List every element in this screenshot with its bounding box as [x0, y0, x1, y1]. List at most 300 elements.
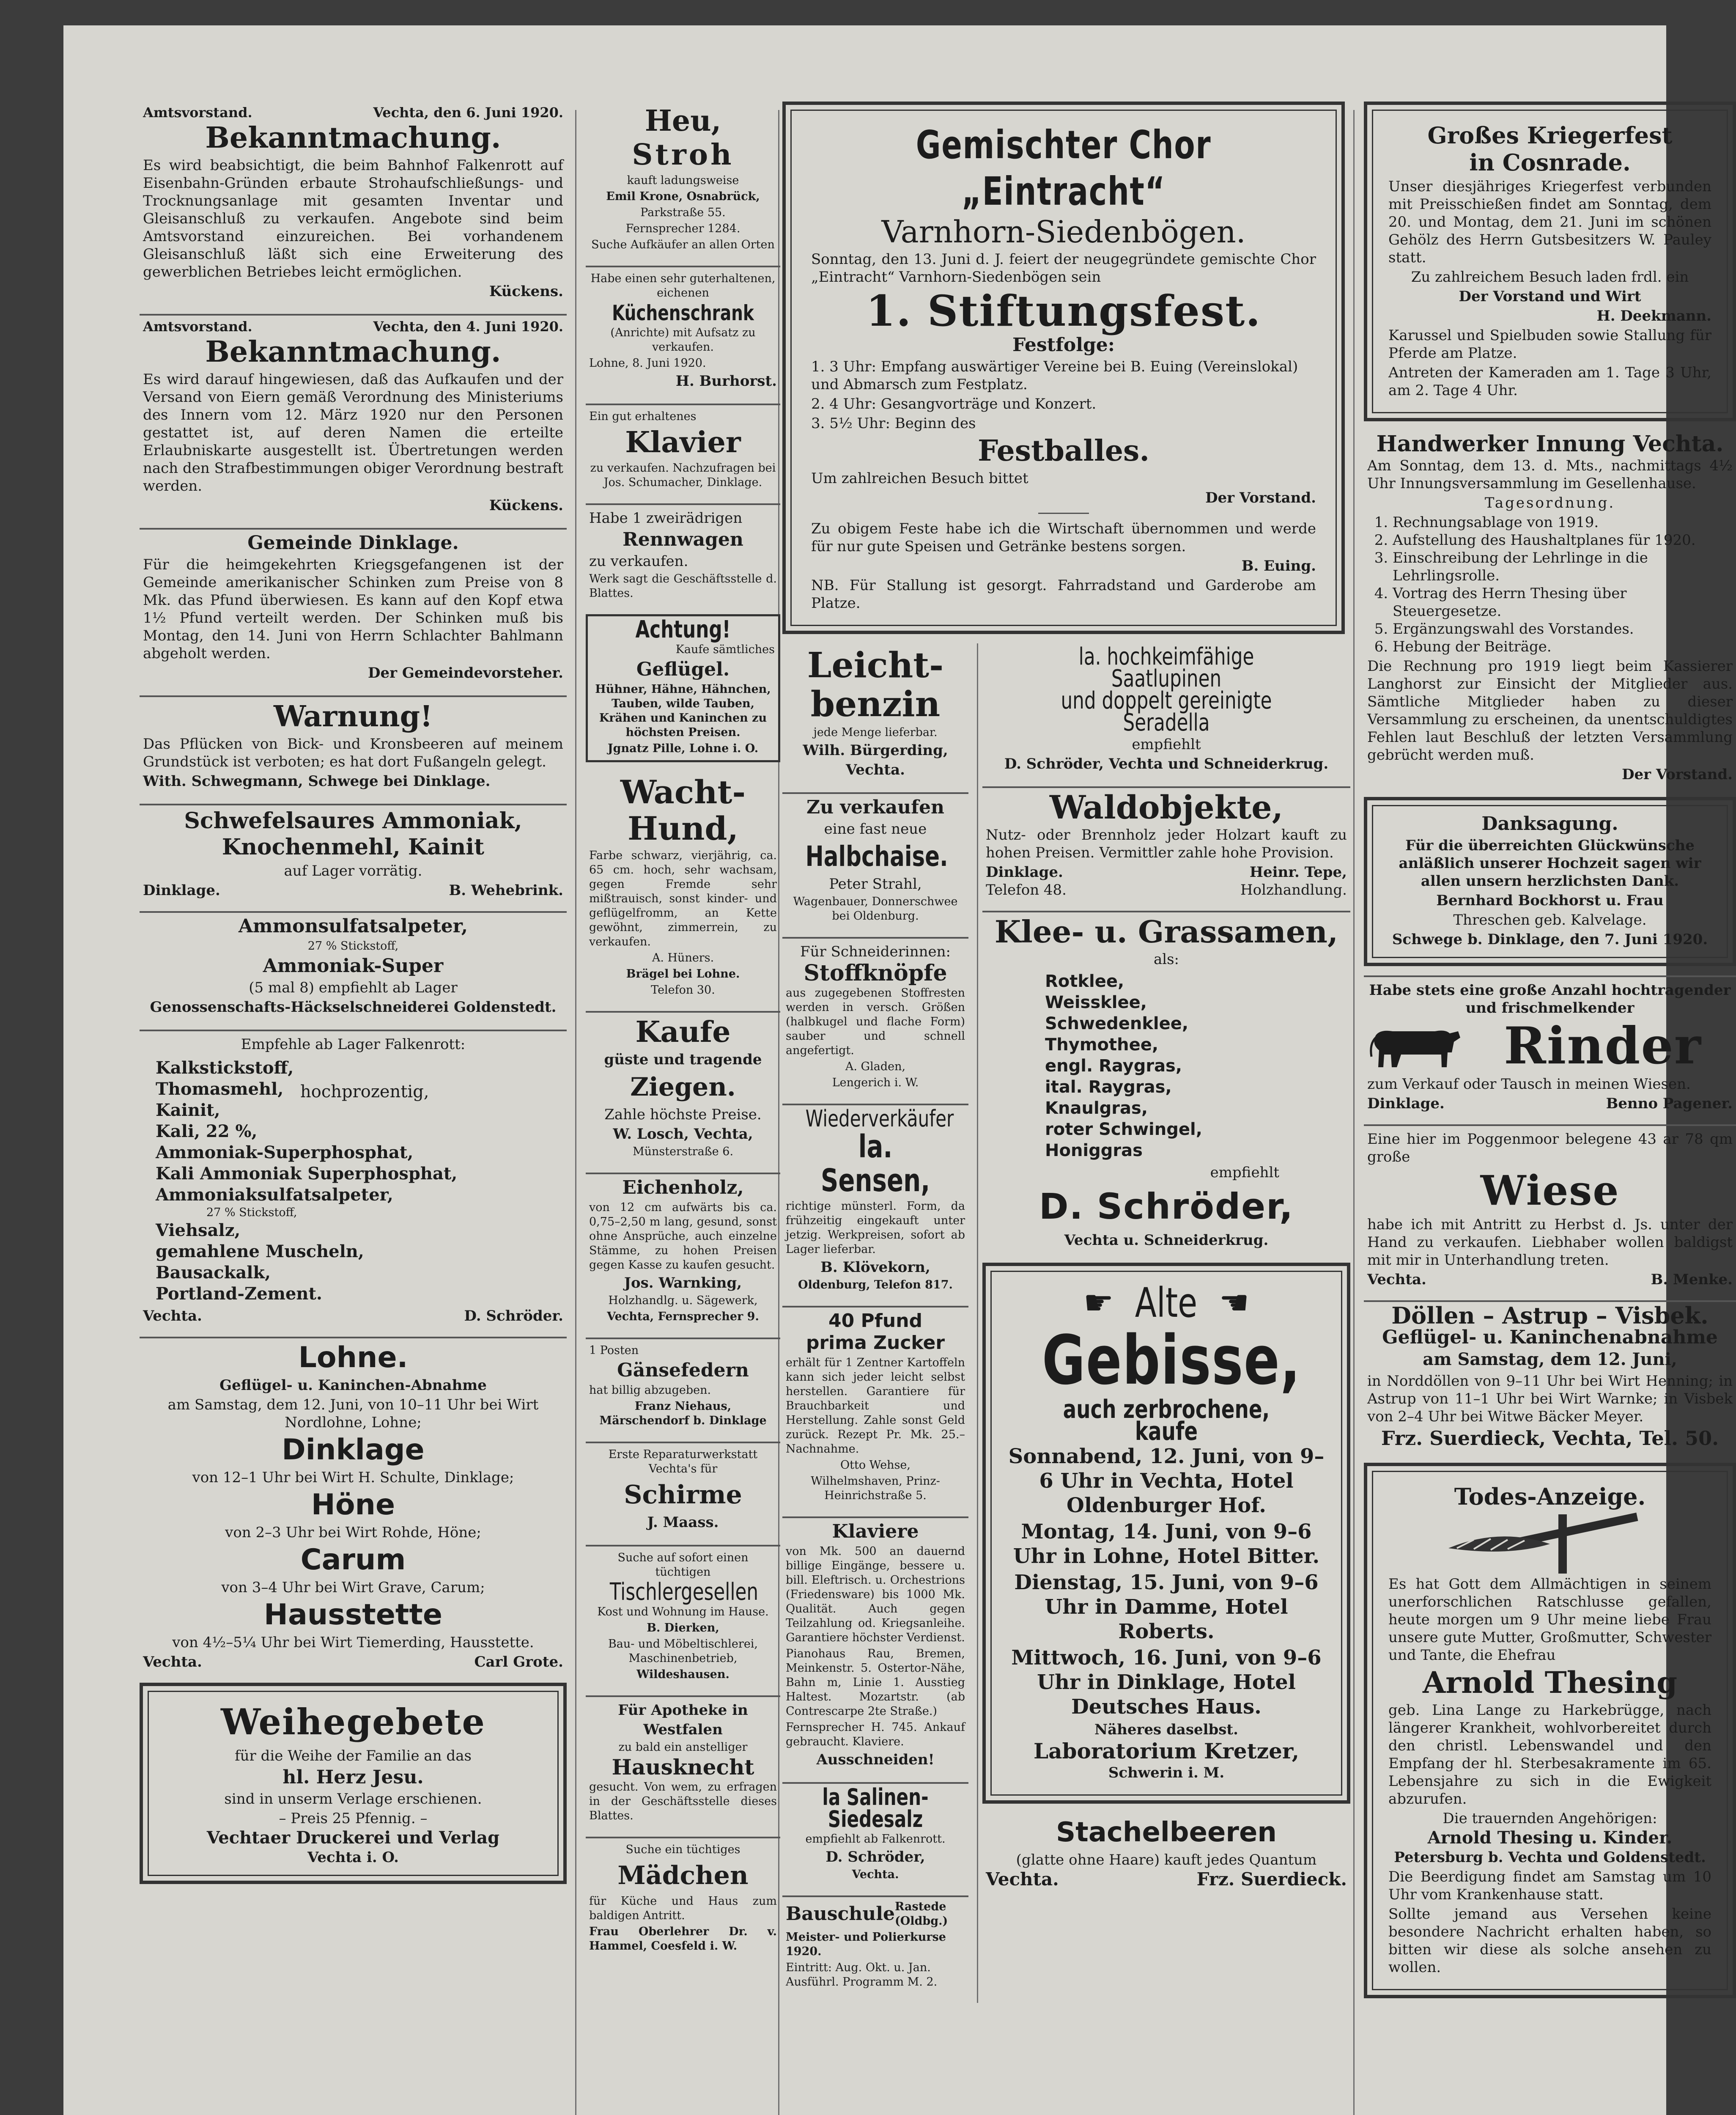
ad-signature: Kückens. — [489, 497, 563, 514]
ad-alte-gebisse — [982, 1263, 1350, 1804]
ad-body: von 12 cm aufwärts bis ca. 0,75–2,50 m lang, gesund, sonst ohne Ansprüche, auch einzelne Stämme, zu hohen Preisen gegen Kasse zu kaufen gesucht. — [589, 1201, 777, 1272]
ad-line: Fernsprecher 1284. — [625, 222, 740, 235]
ad-line: gesucht. Von wem, zu erfragen in der Geschäftsstelle dieses Blattes. — [589, 1780, 777, 1822]
ad-line: empfiehlt — [1132, 736, 1201, 753]
ad-line: von 12–1 Uhr bei Wirt H. Schulte, Dinklage; — [192, 1469, 514, 1486]
ad-signature: D. Schröder. — [464, 1307, 563, 1324]
column-3 — [782, 102, 1345, 2003]
ad-title: Stachelbeeren — [1056, 1817, 1277, 1848]
ad-title: Großes Kriegerfest — [1427, 122, 1673, 149]
ad-ziegen — [586, 1011, 780, 1163]
ad-line: als: — [1153, 951, 1179, 968]
ad-body: geb. Lina Lange zu Harkebrügge, nach längerer Krankheit, wohlvorbereitet durch den christl. Lebenswandel und den Empfang der hl. Sterbesakramente im 65. Lebensjahre zu sich in die Ewigkeit abzurufen. — [1388, 1702, 1711, 1807]
ad-signature: Brägel bei Lohne. — [626, 967, 740, 981]
cow-icon — [1367, 1019, 1464, 1074]
ad-body: richtige münsterl. Form, da frühzeitig eingekauft unter jetzig. Werkpreisen, sofort ab Lager lieferbar. — [786, 1200, 965, 1256]
ad-body: Das Pflücken von Bick- und Kronsbeeren auf meinem Grundstück ist verboten; es hat dort Fußangeln gelegt. — [143, 736, 563, 770]
ad-line: Werk sagt die Geschäftsstelle d. Blattes. — [589, 572, 777, 600]
dateline-left: Amtsvorstand. — [143, 104, 252, 121]
ad-signature: W. Losch, Vechta, — [613, 1126, 753, 1143]
program-item: 1. 3 Uhr: Empfang auswärtiger Vereine bei B. Euing (Vereinslokal) und Abmarsch zum Festplatz. — [811, 358, 1298, 393]
ad-signature: Carl Grote. — [474, 1654, 563, 1670]
ad-line: Holzhandlung. — [1240, 882, 1347, 898]
pointing-hand-icon: ☛ — [1083, 1283, 1114, 1322]
ad-body: erhält für 1 Zentner Kartoffeln kann sich jeder leicht selbst herstellen. Garantiere für Brauchbarkeit und Herstellung. Zahle sonst Geld zurück. Rezept Pr. Mk. 25.– Nachnahme. — [786, 1356, 965, 1456]
ad-signature: Jgnatz Pille, Lohne i. O. — [607, 742, 759, 755]
ad-title: Schwefelsaures Ammoniak, — [184, 808, 522, 834]
ad-title: Handwerker Innung Vechta. — [1376, 431, 1724, 457]
cross-with-wreath-icon — [1423, 1510, 1677, 1574]
list-item: gemahlene Muscheln, — [156, 1242, 364, 1261]
ad-line: Wagenbauer, Donnerschwee bei Oldenburg. — [793, 895, 958, 923]
ad-place: Schwerin i. M. — [1108, 1764, 1225, 1781]
ad-title: Gemischter Chor „Eintracht“ — [916, 122, 1212, 214]
dateline-left: Amtsvorstand. — [143, 319, 252, 335]
list-item: Schwedenklee, — [1045, 1014, 1189, 1033]
ad-signature: B. Klövekorn, — [820, 1259, 930, 1276]
ad-hausknecht — [586, 1695, 780, 1827]
ad-bekanntmachung-1 — [140, 102, 567, 305]
ad-signature: Frz. Suerdieck. — [1196, 1869, 1347, 1890]
list-item: Thymothee, — [1045, 1035, 1159, 1055]
ad-title: Achtung! — [635, 616, 731, 643]
ad-line: Hühner, Hähne, Hähnchen, Tauben, wilde Tauben, Krähen und Kaninchen zu höchsten Preisen. — [595, 683, 771, 739]
place-title: Lohne. — [298, 1341, 408, 1374]
ad-line: Karussel und Spielbuden sowie Stallung für Pferde am Platze. — [1388, 327, 1711, 362]
ad-duenger-liste — [140, 1030, 567, 1327]
ad-body: Nutz- oder Brennholz jeder Holzart kauft zu hohen Preisen. Vermittler zahle hohe Provision. — [986, 827, 1347, 861]
ad-title: Weihegebete — [221, 1701, 485, 1743]
ad-line: zu verkaufen. Nachzufragen bei Jos. Schumacher, Dinklage. — [590, 461, 776, 489]
seed-list — [1045, 971, 1347, 1161]
ad-subtitle: Geflügel- u. Kaninchenabnahme — [1382, 1327, 1718, 1348]
ad-grassamen — [982, 911, 1350, 1253]
ad-title: Tischlergesellen — [609, 1578, 759, 1606]
ad-title: Stoffknöpfe — [804, 960, 947, 986]
list-item: roter Schwingel, — [1045, 1120, 1202, 1139]
ad-waldobjekte — [982, 786, 1350, 901]
dateline-right: Vechta, den 6. Juni 1920. — [373, 104, 563, 121]
ad-line: von 4½–5¼ Uhr bei Wirt Tiemerding, Hausstette. — [172, 1634, 534, 1651]
ad-signature: B. Wehebrink. — [449, 882, 563, 899]
column-1 — [140, 102, 567, 1893]
ad-line: Oldenburg, Telefon 817. — [798, 1278, 953, 1291]
ad-title: Danksagung. — [1481, 813, 1618, 835]
ad-line: zum Verkauf oder Tausch in meinen Wiesen. — [1367, 1076, 1691, 1093]
place-title: Höne — [311, 1488, 395, 1522]
ad-line: Habe stets eine große Anzahl hochtragender und frischmelkender — [1369, 982, 1731, 1016]
ad-signature: D. Schröder, — [825, 1849, 925, 1865]
ad-line: sind in unserm Verlage erschienen. — [224, 1791, 482, 1807]
list-item: Viehsalz, — [156, 1220, 241, 1240]
ad-title: la Salinen- — [822, 1784, 929, 1810]
ad-place: Vechta i. O. — [307, 1849, 399, 1866]
ad-achtung-gefluegel — [586, 614, 780, 762]
ad-rinder — [1364, 975, 1736, 1115]
ad-title: Siedesalz — [828, 1806, 923, 1832]
ad-signature: Der Gemeindevorsteher. — [368, 665, 563, 681]
ad-signature: Heinr. Tepe, — [1249, 864, 1347, 881]
list-item: Ammoniaksulfatsalpeter, — [156, 1185, 393, 1205]
ad-signature: H. Deekmann. — [1596, 308, 1711, 324]
ad-body: Es wird darauf hingewiesen, daß das Aufkaufen und der Versand von Eiern gemäß Verordnung des Ministeriums des Innern vom 12. März 1920 nur den Personen gestattet ist, auf deren Namen die erteilte Erlaubniskarte ausgestellt ist. Übertretungen werden nach den Strafbestimmungen obiger Verordnung bestraft werden. — [143, 371, 563, 494]
ad-signature: Jos. Warnking, — [624, 1274, 742, 1291]
ad-body: Es hat Gott dem Allmächtigen in seinem unerforschlichen Ratschlusse gefallen, heute morgen um 9 Uhr meine liebe Frau unsere gute Mutter, Großmutter, Schwester und Tante, die Ehefrau — [1388, 1576, 1711, 1664]
ad-place: Petersburg b. Vechta und Goldenstedt. — [1394, 1849, 1706, 1866]
visit-date: Dienstag, 15. Juni, von 9–6 Uhr in Damme, Hotel Roberts. — [1014, 1571, 1319, 1643]
ad-title: Gemeinde Dinklage. — [247, 532, 459, 554]
ad-line: Habe einen sehr guterhaltenen, eichenen — [590, 272, 776, 299]
column-3-right — [977, 643, 1350, 2003]
ad-line: Antreten der Kameraden am 1. Tage 3 Uhr, am 2. Tage 4 Uhr. — [1388, 364, 1711, 399]
column-rule — [1353, 110, 1355, 2115]
ad-place: Lengerich i. W. — [832, 1076, 919, 1089]
list-item: Kali Ammoniak Superphosphat, — [156, 1164, 458, 1184]
ad-title: Ziegen. — [630, 1072, 736, 1102]
ad-bekanntmachung-2 — [140, 314, 567, 519]
ad-line: Für Schneiderinnen: — [800, 943, 951, 960]
ad-place: Vechta. — [986, 1869, 1059, 1890]
ad-line: Eine hier im Poggenmoor belegene 43 ar 78 qm große — [1367, 1131, 1733, 1165]
ad-body: Pianohaus Rau, Bremen, Meinkenstr. 5. Ostertor-Nähe, Bahn m, Linie 1. Ausstieg Haltest. Mozartstr. (ab Contrescarpe 2te Straße.) — [786, 1647, 965, 1718]
ad-place: Vechta u. Schneiderkrug. — [1064, 1232, 1269, 1249]
ad-todes-anzeige — [1364, 1463, 1736, 1998]
ad-signature: Emil Krone, Osnabrück, — [606, 190, 760, 203]
ad-line: empfiehlt — [1210, 1164, 1279, 1181]
ad-line: Telefon 48. — [986, 882, 1067, 898]
ad-body: habe ich mit Antritt zu Herbst d. Js. unter der Hand zu verkaufen. Liebhaber wollen baldigst mit mir in Unterhandlung treten. — [1367, 1216, 1733, 1269]
ad-ammoniak — [140, 804, 567, 902]
list-item: 6. Hebung der Beiträge. — [1393, 638, 1733, 656]
ad-klaviere — [782, 1516, 968, 1773]
ad-line: für die Weihe der Familie an das — [235, 1747, 472, 1764]
ad-place: Vechta. — [143, 1307, 202, 1324]
ad-line: Ausschneiden! — [816, 1751, 935, 1768]
list-item: 2. Aufstellung des Haushaltplanes für 1920. — [1393, 531, 1733, 549]
list-item: Weissklee, — [1045, 993, 1147, 1012]
ad-line: hat billig abzugeben. — [589, 1384, 711, 1397]
ad-signature: With. Schwegmann, Schwege bei Dinklage. — [143, 773, 491, 790]
ad-subtitle: am Samstag, dem 12. Juni, — [1423, 1349, 1677, 1369]
visit-date: Sonnabend, 12. Juni, von 9–6 Uhr in Vechta, Hotel Oldenburger Hof. — [1008, 1445, 1325, 1517]
list-item: Bausackalk, — [156, 1263, 271, 1283]
ad-title: Hausknecht — [612, 1755, 754, 1780]
ad-signature: J. Maass. — [647, 1514, 719, 1531]
newspaper-page — [63, 25, 1733, 2115]
ad-title: Bauschule — [786, 1903, 895, 1925]
ad-body: Für die heimgekehrten Kriegsgefangenen ist der Gemeinde amerikanischer Schinken zum Preise von 8 Mk. das Pfund überwiesen. Es kann auf den Kopf etwa 1½ Pfund verteilt werden. Der Schinken muß bis Montag, den 14. Juni von Herrn Schlachter Bahlmann abgeholt werden. — [143, 556, 563, 662]
ad-signature: Der Vorstand. — [1205, 489, 1316, 506]
ad-bauschule — [782, 1895, 968, 1994]
ad-title: Klee- u. Grassamen, — [994, 914, 1338, 950]
list-item: Honiggras — [1045, 1141, 1143, 1160]
ad-title: Ammonsulfatsalpeter, — [238, 915, 468, 937]
list-item: Thomasmehl, — [156, 1079, 284, 1099]
ad-line: Geflügel- u. Kaninchen-Abnahme — [219, 1377, 487, 1394]
ad-eichenholz — [586, 1173, 780, 1328]
ad-signature: B. Menke. — [1651, 1271, 1733, 1288]
ad-line: Münsterstraße 6. — [632, 1145, 734, 1158]
dateline-right: Vechta, den 4. Juni 1920. — [373, 319, 563, 335]
ad-line: am Samstag, dem 12. Juni, von 10–11 Uhr bei Wirt Nordlohne, Lohne; — [167, 1396, 539, 1431]
ad-title: Waldobjekte, — [1049, 788, 1283, 826]
ad-line: Die trauernden Angehörigen: — [1443, 1810, 1657, 1827]
ad-title: Döllen – Astrup – Visbek. — [1391, 1302, 1709, 1329]
ad-title: Schirme — [624, 1480, 742, 1510]
ad-siedesalz — [782, 1782, 968, 1886]
list-item: Kainit, — [156, 1100, 220, 1120]
ad-line: güste und tragende — [604, 1051, 762, 1068]
ad-subtitle: Ammoniak-Super — [263, 955, 444, 977]
ad-signature: Franz Niehaus, Märschendorf b. Dinklage — [599, 1400, 767, 1427]
ad-subtitle: Festballes. — [977, 434, 1149, 468]
ad-line: eine fast neue — [824, 821, 927, 838]
brace-label: hochprozentig, — [300, 1082, 429, 1101]
ad-title: Wacht- — [620, 773, 746, 811]
ad-title: Klavier — [625, 426, 741, 459]
ad-line: Suche Aufkäufer an allen Orten — [591, 238, 775, 251]
visit-date: Montag, 14. Juni, von 9–6 Uhr in Lohne, Hotel Bitter. — [1013, 1520, 1320, 1568]
ad-weihegebete — [140, 1683, 567, 1884]
list-item: ital. Raygras, — [1045, 1077, 1172, 1097]
ad-schirme — [586, 1442, 780, 1535]
ad-signature: A. Hüners. — [652, 951, 714, 964]
ad-signature: Laboratorium Kretzer, — [1033, 1739, 1300, 1763]
ad-line: Lohne, 8. Juni 1920. — [589, 357, 706, 370]
ad-subtitle: Geflügel. — [636, 659, 730, 680]
ad-title: Alte — [1135, 1279, 1198, 1327]
list-item: Kali, 22 %, — [156, 1121, 258, 1141]
ad-place: Vechta. — [143, 1654, 202, 1670]
ad-body: von Mk. 500 an dauernd billige Eingänge, bessere u. bill. Eleftrisch. u. Orchestrions (Friedensware) bis 1000 Mk. Qualität. Auch gegen Teilzahlung od. Kriegsanleihe. Garantiere höchster Verdienst. — [786, 1545, 965, 1644]
ad-signature: Bernhard Bockhorst u. Frau — [1436, 892, 1664, 909]
ad-line: Wilhelmshaven, Prinz-Heinrichstraße 5. — [811, 1475, 940, 1502]
ad-subtitle: hl. Herz Jesu. — [282, 1766, 424, 1788]
list-item: Ammoniak-Superphosphat, — [156, 1143, 414, 1162]
list-item: 27 % Stickstoff, — [206, 1206, 297, 1219]
ad-wachthund — [586, 772, 780, 1002]
ad-place: Dinklage. — [1367, 1095, 1445, 1112]
ad-body: Am Sonntag, dem 13. d. Mts., nachmittags 4½ Uhr Innungsversammlung im Gesellenhause. — [1367, 457, 1733, 492]
ad-heu-stroh — [586, 102, 780, 256]
ad-title: Rinder — [1503, 1016, 1702, 1076]
ad-signature: Vechtaer Druckerei und Verlag — [206, 1828, 500, 1848]
ad-signature: B. Dierken, — [647, 1621, 719, 1634]
ad-kuechenschrank — [586, 266, 780, 394]
ad-line: Zu verkaufen — [806, 797, 945, 818]
ad-title: Warnung! — [273, 700, 433, 733]
ad-title: Halbchaise. — [805, 840, 948, 873]
ad-body: aus zugegebenen Stoffresten werden in versch. Größen (halbkugel und flache Form) sauber und schnell angefertigt. — [786, 986, 965, 1057]
ad-stachelbeeren — [982, 1813, 1350, 1891]
ad-line: Die Beerdigung findet am Samstag um 10 Uhr vom Krankenhause statt. — [1388, 1868, 1711, 1903]
ad-line: Kaufe sämtliches — [675, 643, 775, 656]
ad-gemeinde-dinklage — [140, 528, 567, 686]
ad-line: kauft ladungsweise — [627, 174, 739, 187]
ad-title: Wiese — [1480, 1167, 1620, 1214]
cross-icon — [1388, 1510, 1711, 1574]
ad-title: la. hochkeimfähige Saatlupinen — [1078, 643, 1254, 692]
ad-signature: D. Schröder, Vechta und Schneiderkrug. — [1004, 755, 1329, 772]
ad-signature: A. Gladen, — [845, 1060, 906, 1073]
place-title: Dinklage — [282, 1433, 425, 1467]
ad-stoffknoepfe — [782, 937, 968, 1094]
ad-line: Suche auf sofort einen tüchtigen — [617, 1551, 749, 1579]
program-heading: Festfolge: — [1012, 334, 1115, 356]
ad-title: Küchenschrank — [612, 301, 754, 325]
ad-title: in Cosnrade. — [1469, 149, 1631, 176]
ad-gaensefedern — [586, 1338, 780, 1432]
ad-line: NB. Für Stallung ist gesorgt. Fahrradstand und Garderobe am Platze. — [811, 577, 1316, 612]
ad-body: Sonntag, den 13. Juni d. J. feiert der neugegründete gemischte Chor „Eintracht“ Varnhorn-Siedenbögen sein — [811, 251, 1316, 286]
ad-line: für Küche und Haus zum baldigen Antritt. — [589, 1895, 777, 1922]
ad-zucker — [782, 1306, 968, 1507]
ad-line: Fernsprecher H. 745. Ankauf gebraucht. Klaviere. — [786, 1721, 965, 1748]
ad-line: Schwege b. Dinklage, den 7. Juni 1920. — [1392, 931, 1708, 948]
ad-signature: D. Schröder, — [1039, 1186, 1294, 1227]
ad-signature: Wilh. Bürgerding, — [803, 742, 948, 759]
ad-tischlergesellen — [586, 1545, 780, 1686]
ad-kriegerfest — [1364, 102, 1736, 421]
ad-title: 1. Stiftungsfest. — [866, 286, 1262, 336]
ad-doellen-astrup-visbek — [1364, 1300, 1736, 1453]
ad-sensen — [782, 1104, 968, 1296]
ad-line: empfiehlt ab Falkenrott. — [805, 1832, 946, 1846]
place-title: Hausstette — [264, 1598, 442, 1632]
ad-klavier — [586, 404, 780, 494]
ad-subtitle: Tagesordnung. — [1484, 494, 1615, 511]
ad-line: von 2–3 Uhr bei Wirt Rohde, Höne; — [225, 1524, 481, 1541]
ad-signature: Frz. Suerdieck, Vechta, Tel. 50. — [1381, 1427, 1719, 1450]
ad-line: zu verkaufen. — [589, 553, 688, 570]
ad-signature: B. Euing. — [1241, 558, 1316, 574]
ad-body: in Norddöllen von 9–11 Uhr bei Wirt Henning; in Astrup von 11–1 Uhr bei Wirt Warnke; in Visbek von 2–4 Uhr bei Witwe Bäcker Meyer. — [1367, 1373, 1733, 1425]
ad-body: Unser diesjähriges Kriegerfest verbunden mit Preisschießen findet am Sonntag, dem 20. und Montag, dem 21. Juni im schönen Gehölz des Herrn Gutsbesitzers W. Pauley statt. — [1388, 178, 1711, 266]
ad-line: Sollte jemand aus Versehen keine besondere Nachricht erhalten haben, so bitten wir diese als solche ansehen zu wollen. — [1388, 1906, 1711, 1976]
column-3-left — [782, 643, 968, 2003]
ad-gefluegel-abnahme — [140, 1337, 567, 1673]
agenda-list — [1393, 514, 1733, 656]
ad-ammonsulfatsalpeter — [140, 911, 567, 1020]
ad-saatlupinen — [982, 643, 1350, 777]
ad-line: Näheres daselbst. — [1094, 1721, 1238, 1738]
ad-subtitle: Varnhorn-Siedenbögen. — [881, 214, 1246, 250]
ad-body: Die Rechnung pro 1919 liegt beim Kassierer Langhorst zur Einsicht der Mitglieder aus. Sämtliche Mitglieder haben zu dieser Versammlung zu erscheinen, da unentschuldigtes Fehlen laut Beschluß der letzten Versammlung gebrücht werden muß. — [1367, 658, 1733, 764]
ad-place: Vechta. — [846, 761, 905, 778]
ad-wiese — [1364, 1124, 1736, 1291]
ad-body: Für die überreichten Glückwünsche anläßlich unserer Hochzeit sagen wir allen unsern herzlichsten Dank. — [1399, 837, 1701, 890]
list-item: 3. Einschreibung der Lehrlinge in die Lehrlingsrolle. — [1393, 549, 1733, 585]
column-rule — [575, 110, 576, 2115]
ad-title: la. Sensen, — [820, 1129, 930, 1199]
ad-signature: Genossenschafts-Häckselschneiderei Goldenstedt. — [150, 999, 557, 1016]
list-item: engl. Raygras, — [1045, 1056, 1182, 1076]
ad-line: jede Menge lieferbar. — [813, 726, 938, 739]
ad-place: Vechta. — [1367, 1271, 1426, 1288]
ad-title: 40 Pfund — [828, 1310, 923, 1332]
ad-line: Wildeshausen. — [636, 1668, 730, 1681]
list-item: Rotklee, — [1045, 972, 1124, 991]
ad-title: Gänsefedern — [617, 1360, 749, 1381]
ad-line: Erste Reparaturwerkstatt Vechta's für — [608, 1448, 758, 1475]
ad-warnung — [140, 695, 567, 794]
ad-title: Bekanntmachung. — [205, 335, 501, 369]
ad-rennwagen — [586, 503, 780, 605]
ad-line: Zahle höchste Preise. — [604, 1106, 762, 1123]
ad-title: Heu, — [644, 104, 721, 138]
program-item: 2. 4 Uhr: Gesangvorträge und Konzert. — [811, 396, 1097, 412]
ad-body: Farbe schwarz, vierjährig, ca. 65 cm. hoch, sehr wachsam, gegen Fremde sehr mißtrauisch, sonst kinder- und geflügelfromm, an Kette gewöhnt, zimmerrein, zu verkaufen. — [589, 849, 777, 948]
visit-date: Mittwoch, 16. Juni, von 9–6 Uhr in Dinklage, Hotel Deutsches Haus. — [1011, 1646, 1322, 1719]
ad-place: Rastede (Oldbg.) — [894, 1900, 948, 1928]
ad-line: Zu zahlreichem Besuch laden frdl. ein — [1411, 269, 1689, 286]
ad-body: Es wird beabsichtigt, die beim Bahnhof Falkenrott auf Eisenbahn-Gründen erbaute Strohaufschließungs- und Trocknungsanlage mit gesamten Inventar und Gleisanschluß zu verkaufen. Angebote sind beim Amtsvorstand einzureichen. Bei vorhandenem Gleisanschluß läßt sich eine Erweiterung des gewerblichen Betriebes leicht ermöglichen. — [143, 157, 563, 280]
list-item: 1. Rechnungsablage von 1919. — [1393, 514, 1733, 531]
ad-handwerker-innung — [1364, 431, 1736, 788]
ad-signature: Der Vorstand. — [1622, 766, 1733, 783]
ad-signature: Threschen geb. Kalvelage. — [1453, 912, 1647, 928]
ad-title: Eichenholz, — [622, 1177, 744, 1198]
ad-signature: H. Burhorst. — [675, 373, 777, 390]
ad-title: Hund, — [628, 810, 738, 847]
ad-line: Kost und Wohnung im Hause. — [597, 1605, 769, 1618]
ad-signature: Benno Pagener. — [1606, 1095, 1733, 1112]
ad-title: Rennwagen — [623, 529, 743, 550]
ad-line: Westfalen — [643, 1721, 723, 1738]
ad-subtitle: auch zerbrochene, kaufe — [1063, 1395, 1270, 1446]
ad-line: Eintritt: Aug. Okt. u. Jan. Ausführl. Programm M. 2. — [786, 1961, 938, 1989]
list-item: Knaulgras, — [1045, 1099, 1148, 1118]
ad-leichtbenzin — [782, 643, 968, 783]
ad-line: Bau- und Möbeltischlerei, Maschinenbetrieb, — [608, 1637, 758, 1665]
ad-place: Vechta. — [852, 1868, 899, 1881]
ad-signature: Arnold Thesing u. Kinder. — [1427, 1828, 1673, 1848]
list-item: 4. Vortrag des Herrn Thesing über Steuergesetze. — [1393, 585, 1733, 620]
ad-title: benzin — [810, 684, 941, 725]
ad-body: Zu obigem Feste habe ich die Wirtschaft übernommen und werde für nur gute Speisen und Getränke bestens sorgen. — [811, 520, 1316, 555]
place-title: Carum — [300, 1543, 406, 1577]
ad-line: Holzhandlg. u. Sägewerk, — [608, 1294, 758, 1307]
ad-title: Mädchen — [617, 1861, 749, 1890]
column-4 — [1364, 102, 1736, 2008]
list-item: Portland-Zement. — [156, 1284, 322, 1304]
ad-line: Um zahlreichen Besuch bittet — [811, 470, 1028, 487]
ad-title: Todes-Anzeige. — [1454, 1483, 1646, 1510]
ad-price: – Preis 25 Pfennig. – — [279, 1810, 428, 1827]
ad-line: Ein gut erhaltenes — [589, 410, 697, 423]
ad-line: 27 % Stickstoff, — [307, 939, 399, 953]
program-item: 3. 5½ Uhr: Beginn des — [811, 415, 976, 432]
ad-line: Habe 1 zweirädrigen — [589, 510, 743, 527]
ad-title: Leicht- — [807, 645, 944, 686]
column-2 — [586, 102, 780, 1967]
ad-gemischter-chor — [782, 102, 1345, 634]
ad-line: Suche ein tüchtiges — [625, 1843, 740, 1856]
ad-line: (glatte ohne Haare) kauft jedes Quantum — [1016, 1851, 1317, 1868]
ad-title: Gebisse, — [1042, 1321, 1301, 1400]
pointing-hand-icon: ☚ — [1219, 1283, 1250, 1322]
ad-line: 1 Posten — [589, 1344, 639, 1357]
ad-danksagung — [1364, 797, 1736, 966]
ad-title: Klaviere — [832, 1521, 919, 1542]
deceased-name: Arnold Thesing — [1422, 1665, 1678, 1700]
ad-title: Stroh — [632, 138, 734, 172]
ad-halbchaise — [782, 792, 968, 928]
ad-signature: Frau Oberlehrer Dr. v. Hammel, Coesfeld i. W. — [589, 1925, 777, 1953]
ad-subtitle: Knochenmehl, Kainit — [222, 834, 485, 860]
ad-line: (Anrichte) mit Aufsatz zu verkaufen. — [610, 326, 756, 354]
ad-place: Dinklage. — [986, 864, 1063, 881]
